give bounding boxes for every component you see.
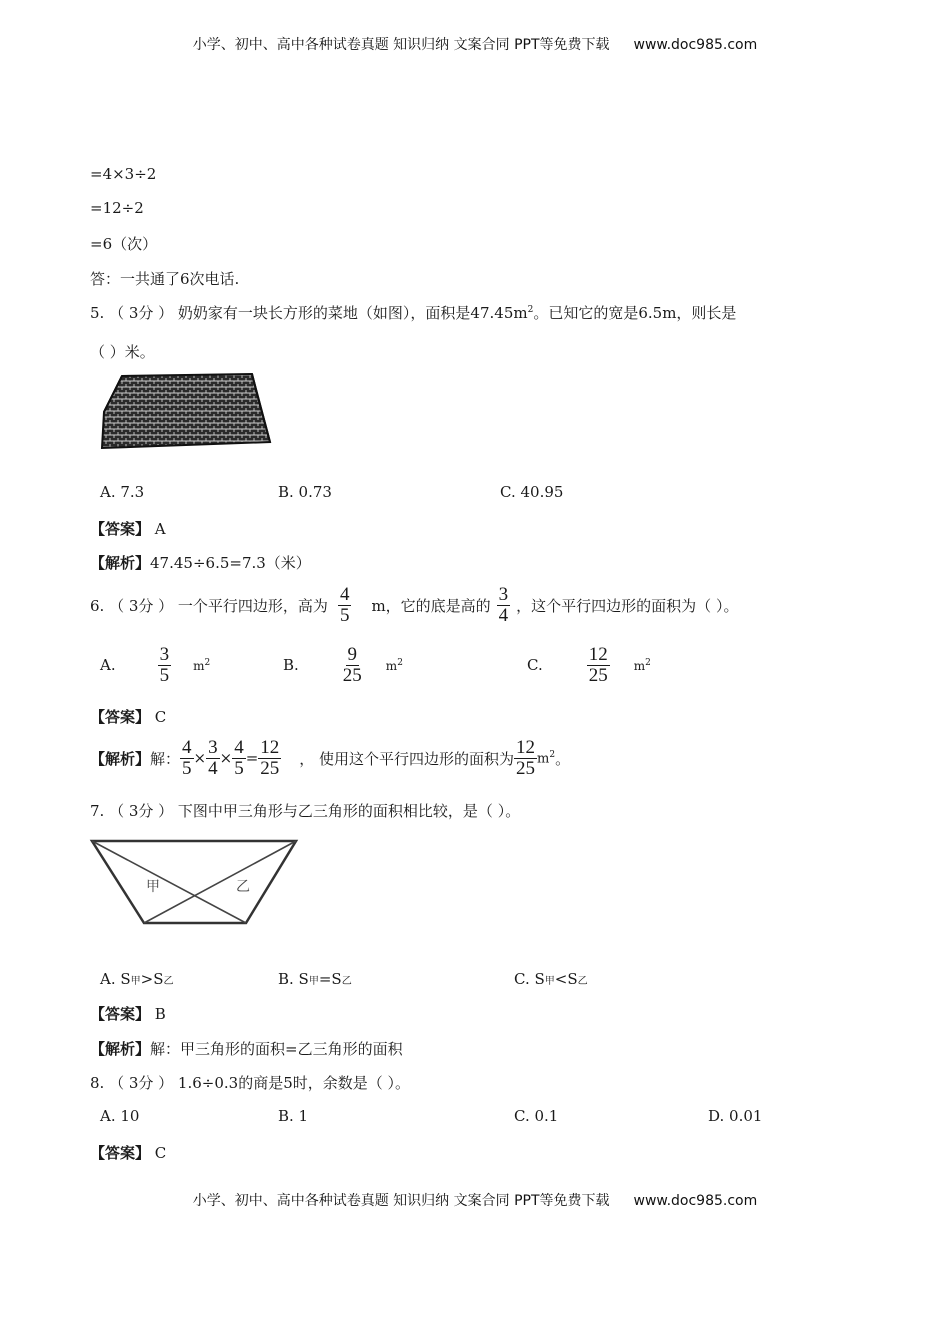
q6-analysis-unit	[537, 750, 555, 766]
q6-option-c[interactable]	[527, 645, 651, 686]
q6-option-a[interactable]	[100, 645, 210, 686]
q6-option-a-unit	[193, 658, 210, 673]
q6-height-num: 4	[339, 584, 350, 605]
q7-answer-label: 【答案】	[90, 1005, 151, 1023]
q6-option-b-unit	[386, 658, 403, 673]
q6-option-a-label: A.	[100, 656, 116, 675]
q6-analysis-frac-4	[258, 738, 281, 779]
q6-analysis-frac-3-den: 5	[234, 757, 244, 779]
q7-option-b-s: B. S	[278, 970, 309, 988]
q6-option-a-fraction	[158, 645, 172, 686]
q5-answer	[90, 518, 166, 539]
q8-answer-label: 【答案】	[90, 1144, 151, 1162]
q6-analysis	[90, 738, 570, 779]
q6-analysis-frac-1-num: 4	[182, 737, 192, 758]
q6-base-fraction	[497, 585, 511, 626]
q7-option-a-s: A. S	[100, 970, 131, 988]
q6-height-den: 5	[339, 604, 350, 626]
prev-line-2: =12÷2	[90, 199, 144, 217]
q6-analysis-frac-3-num: 4	[234, 737, 244, 758]
prev-answer-line: 答：一共通了6次电话.	[90, 270, 240, 288]
q5-analysis-label: 【解析】	[90, 554, 151, 572]
q6-base-num: 3	[498, 584, 509, 605]
q6-analysis-times-1: ×	[193, 749, 207, 768]
q7-option-c-sub-2: 乙	[577, 976, 588, 987]
fig-label-yi: 乙	[236, 879, 250, 895]
q6-stem-c: ，这个平行四边形的面积为（ ）。	[516, 596, 739, 615]
q7-analysis	[90, 1038, 403, 1059]
q5-answer-label: 【答案】	[90, 520, 151, 538]
page-footer	[0, 1190, 950, 1210]
q6-option-c-num: 12	[588, 644, 608, 665]
q7-answer-value: B	[154, 1005, 166, 1023]
q8-stem: 8. （ 3分 ） 1.6÷0.3的商是5时，余数是（ ）。	[90, 1074, 411, 1092]
q7-option-a-sub-2: 乙	[163, 976, 174, 987]
page-header	[0, 34, 950, 54]
q7-option-c-sub-1: 甲	[544, 976, 555, 987]
q6-analysis-unit-m: m	[537, 751, 550, 767]
q6-height-fraction	[338, 585, 352, 626]
q7-stem: 7. （ 3分 ） 下图中甲三角形与乙三角形的面积相比较，是（ ）。	[90, 802, 521, 820]
q7-answer	[90, 1003, 166, 1024]
q6-analysis-frac-1-den: 5	[182, 757, 192, 779]
q6-option-a-unit-m: m	[193, 658, 205, 673]
q6-analysis-frac-5-den: 25	[516, 757, 536, 779]
q8-option-d[interactable]: D. 0.01	[708, 1107, 763, 1125]
header-text: 小学、初中、高中各种试卷真题 知识归纳 文案合同 PPT等免费下载	[192, 37, 610, 53]
q5-option-a[interactable]: A. 7.3	[100, 483, 145, 501]
q6-analysis-unit-sup: 2	[549, 750, 556, 761]
q6-base-den: 4	[498, 604, 509, 626]
q6-analysis-frac-2	[206, 738, 220, 779]
q7-option-c-s: C. S	[514, 970, 545, 988]
q6-option-c-unit-m: m	[633, 658, 646, 673]
q7-option-c[interactable]	[514, 970, 588, 988]
q6-option-b-den: 25	[342, 664, 362, 686]
trapezoid-figure	[88, 835, 300, 930]
fig-label-jia: 甲	[146, 879, 160, 895]
q7-option-b[interactable]	[278, 970, 352, 988]
q6-analysis-frac-4-den: 25	[260, 757, 280, 779]
q7-option-a-sub-1: 甲	[130, 976, 141, 987]
q5-answer-value: A	[154, 520, 166, 538]
q6-stem-a: 6. （ 3分 ） 一个平行四边形，高为	[90, 596, 328, 615]
q6-option-a-unit-sup: 2	[204, 657, 211, 668]
q5-stem-2: （ ）米。	[90, 343, 155, 361]
q6-option-c-fraction	[587, 645, 610, 686]
q5-option-b[interactable]: B. 0.73	[278, 483, 332, 501]
q8-answer-value: C	[154, 1144, 167, 1162]
q6-analysis-frac-5-num: 12	[516, 737, 536, 758]
footer-text: 小学、初中、高中各种试卷真题 知识归纳 文案合同 PPT等免费下载	[192, 1193, 610, 1209]
vegetable-plot-image	[100, 372, 272, 452]
q6-option-c-label: C.	[527, 656, 543, 675]
q5-analysis-text: 47.45÷6.5=7.3（米）	[150, 554, 311, 572]
q6-analysis-pre: 解：	[150, 749, 181, 768]
q7-option-c-rest: <S	[554, 970, 578, 988]
q7-option-b-rest: =S	[318, 970, 342, 988]
q6-answer-label: 【答案】	[90, 708, 151, 726]
q8-answer	[90, 1142, 166, 1163]
q6-option-b-label: B.	[283, 656, 299, 675]
footer-site[interactable]: www.doc985.com	[633, 1193, 758, 1209]
q5-stem-text: 5. （ 3分 ） 奶奶家有一块长方形的菜地（如图），面积是47.45m	[90, 304, 528, 322]
q6-analysis-end: 。	[555, 749, 571, 768]
q7-option-a[interactable]	[100, 970, 174, 988]
q5-sup: 2	[527, 305, 534, 315]
q6-option-c-unit	[634, 658, 651, 673]
q7-option-b-sub-2: 乙	[341, 976, 352, 987]
q6-option-b-fraction	[341, 645, 364, 686]
q6-analysis-frac-2-den: 4	[208, 757, 218, 779]
q7-option-b-sub-1: 甲	[308, 976, 319, 987]
q5-stem-tail: 。已知它的宽是6.5m，则长是	[533, 304, 737, 322]
header-site[interactable]: www.doc985.com	[633, 37, 758, 53]
q6-answer	[90, 706, 166, 727]
q8-option-b[interactable]: B. 1	[278, 1107, 309, 1125]
q6-stem-b: m，它的底是高的	[371, 596, 491, 615]
q5-stem	[90, 302, 736, 323]
prev-line-3: =6（次）	[90, 235, 158, 253]
q6-analysis-label: 【解析】	[90, 749, 151, 768]
q6-option-b-unit-sup: 2	[397, 657, 403, 668]
q6-analysis-mid: ， 使用这个平行四边形的面积为	[299, 749, 515, 768]
prev-line-1: =4×3÷2	[90, 165, 157, 183]
q7-option-a-rest: >S	[140, 970, 164, 988]
q6-option-a-den: 5	[159, 664, 170, 686]
q6-stem	[90, 585, 738, 626]
q6-analysis-equals: =	[245, 749, 259, 768]
q6-option-b-unit-m: m	[385, 658, 398, 673]
q8-option-c[interactable]: C. 0.1	[514, 1107, 559, 1125]
q6-analysis-frac-4-num: 12	[260, 737, 280, 758]
q8-option-a[interactable]: A. 10	[100, 1107, 140, 1125]
q6-analysis-frac-5	[514, 738, 537, 779]
q6-analysis-frac-1	[180, 738, 194, 779]
q6-option-c-unit-sup: 2	[645, 657, 651, 668]
q7-analysis-label: 【解析】	[90, 1040, 151, 1058]
q5-option-c[interactable]: C. 40.95	[500, 483, 564, 501]
q6-option-b[interactable]	[283, 645, 403, 686]
q6-option-b-num: 9	[347, 644, 358, 665]
q7-analysis-text: 解：甲三角形的面积=乙三角形的面积	[150, 1040, 403, 1058]
q6-option-c-den: 25	[588, 664, 608, 686]
q6-analysis-times-2: ×	[219, 749, 233, 768]
q5-analysis	[90, 552, 311, 573]
q6-analysis-frac-3	[232, 738, 246, 779]
q6-analysis-frac-2-num: 3	[208, 737, 218, 758]
q6-option-a-num: 3	[159, 644, 170, 665]
q6-answer-value: C	[154, 708, 167, 726]
